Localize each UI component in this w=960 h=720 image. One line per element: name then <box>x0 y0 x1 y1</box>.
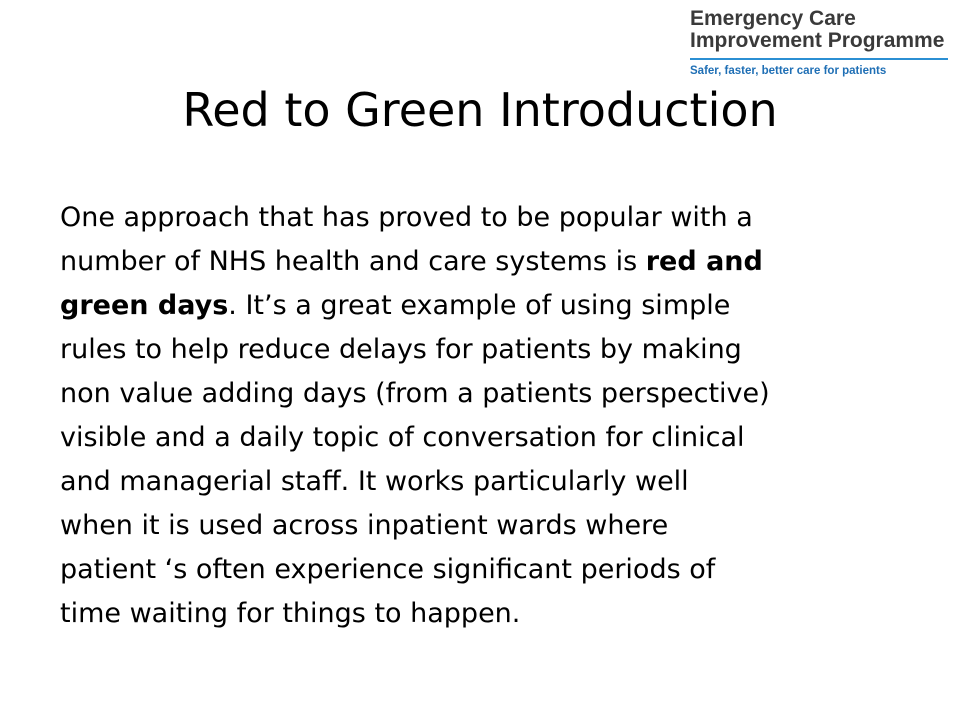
body-line-1: One approach that has proved to be popular with a <box>60 202 753 233</box>
body-bold-red-and: red and <box>645 246 763 277</box>
slide-title: Red to Green Introduction <box>182 83 778 137</box>
slide-body-text <box>60 196 940 636</box>
body-line-9: patient ‘s often experience significant periods of <box>60 554 716 585</box>
body-line-3: . It’s a great example of using simple <box>228 290 731 321</box>
logo-tagline: Safer, faster, better care for patients <box>690 65 887 77</box>
body-line-5: non value adding days (from a patients perspective) <box>60 378 770 409</box>
body-bold-green-days: green days <box>60 290 229 321</box>
logo-line-2: Improvement Programme <box>690 29 945 52</box>
body-line-6: visible and a daily topic of conversation for clinical <box>60 422 745 453</box>
body-line-2: number of NHS health and care systems is <box>60 246 646 277</box>
body-line-7: and managerial staff. It works particularly well <box>60 466 689 497</box>
body-line-4: rules to help reduce delays for patients by making <box>60 334 742 365</box>
body-line-8: when it is used across inpatient wards where <box>60 510 669 541</box>
body-line-10: time waiting for things to happen. <box>60 598 521 629</box>
logo-line-1: Emergency Care <box>690 7 856 30</box>
programme-logo <box>690 8 952 78</box>
logo-divider <box>690 58 948 60</box>
